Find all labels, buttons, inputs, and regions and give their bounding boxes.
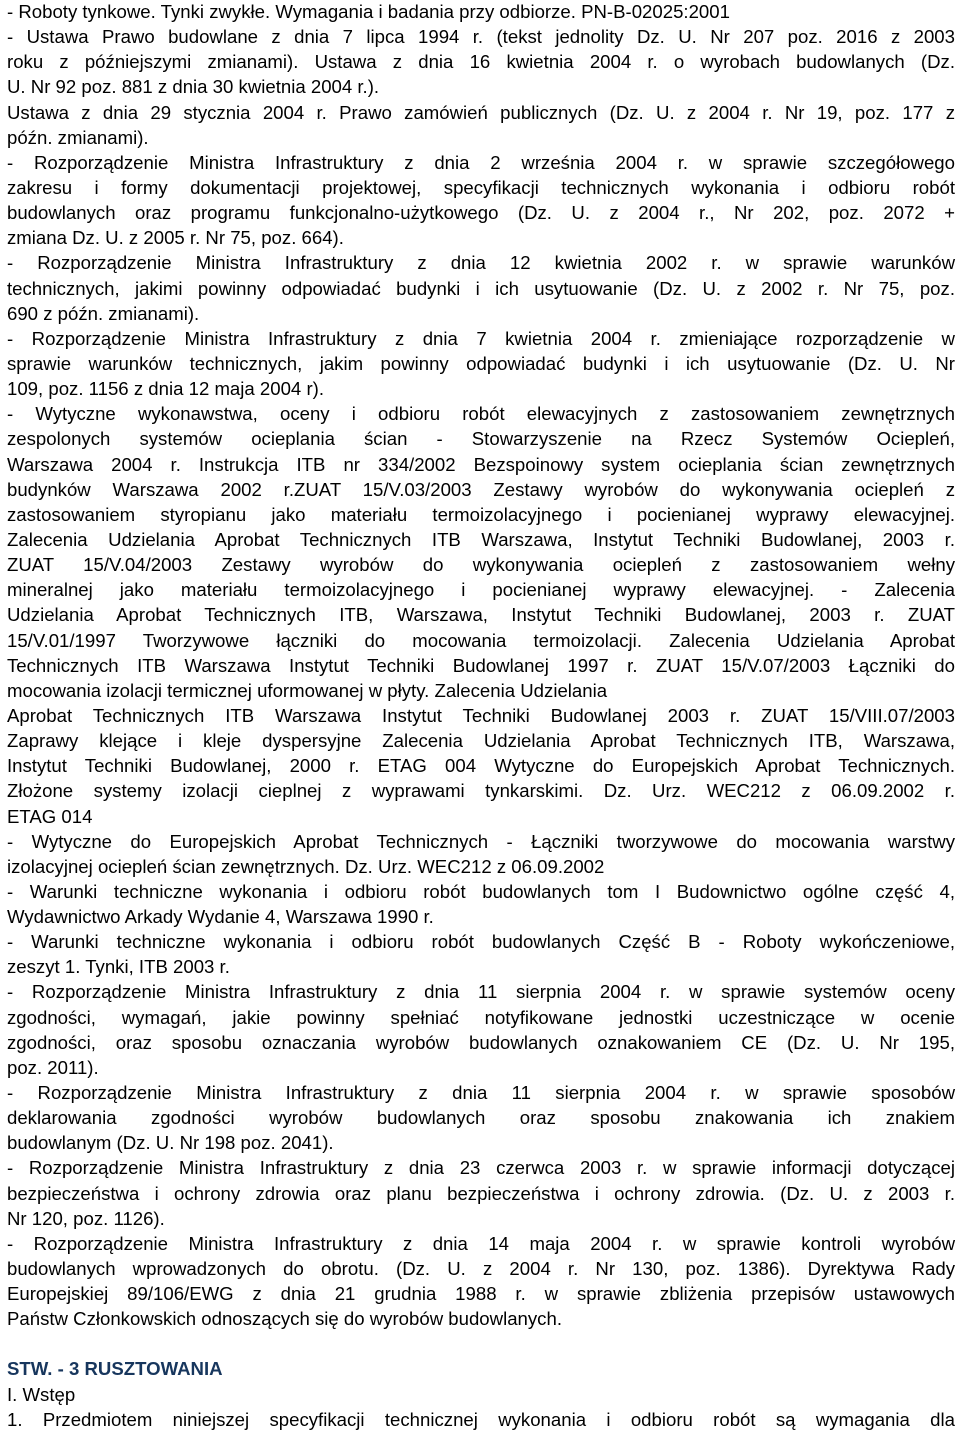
paragraph-line: zakresu i formy dokumentacji projektowej, specyfikacji technicznych wykonania i odbioru robót — [7, 176, 955, 198]
paragraph-line: budowlanych oraz programu funkcjonalno-użytkowego (Dz. U. z 2004 r., Nr 202, poz. 2072 + — [7, 202, 955, 224]
paragraph-line: - Rozporządzenie Ministra Infrastruktury z dnia 11 sierpnia 2004 r. w sprawie systemów oceny — [7, 981, 955, 1003]
paragraph-line: Udzielania Aprobat Technicznych ITB, Warszawa, Instytut Techniki Budowlanej, 2003 r. ZUAT — [7, 604, 955, 626]
paragraph-line: Zalecenia Udzielania Aprobat Technicznych ITB Warszawa, Instytut Techniki Budowlanej, 2003 r. — [7, 528, 955, 550]
paragraph-line: ETAG 014 — [7, 805, 93, 827]
section-spacer — [7, 1331, 955, 1356]
paragraph-line: Warszawa 2004 r. Instrukcja ITB nr 334/2002 Bezspoinowy system ocieplania ścian zewnętrznych — [7, 453, 955, 475]
paragraph-line: budynków Warszawa 2002 r.ZUAT 15/V.03/2003 Zestawy wyrobów do wykonywania ociepleń z — [7, 478, 955, 500]
paragraph-line: U. Nr 92 poz. 881 z dnia 30 kwietnia 2004 r.). — [7, 76, 380, 98]
paragraph-line: 690 z późn. zmianami). — [7, 302, 200, 324]
paragraph-line: mocowania izolacji termicznej uformowanej w płyty. Zalecenia Udzielania — [7, 679, 608, 701]
paragraph-line: Technicznych ITB Warszawa Instytut Techniki Budowlanej 1997 r. ZUAT 15/V.07/2003 Łączniki do — [7, 654, 955, 676]
paragraph-line: 1. Przedmiotem niniejszej specyfikacji technicznej wykonania i odbioru robót są wymagania dla — [7, 1408, 955, 1430]
paragraph-line: zgodności, oraz sposobu oznaczania wyrobów budowlanych oznakowaniem CE (Dz. U. Nr 195, — [7, 1031, 955, 1053]
paragraph-line: technicznych, jakimi powinny odpowiadać budynki i ich usytuowanie (Dz. U. z 2002 r. Nr 75, poz. — [7, 277, 955, 299]
paragraph-line: 15/V.01/1997 Tworzywowe łączniki do mocowania termoizolacji. Zalecenia Udzielania Aprobat — [7, 629, 955, 651]
paragraph-line: zeszyt 1. Tynki, ITB 2003 r. — [7, 956, 230, 978]
paragraph-line: - Wytyczne do Europejskich Aprobat Technicznych - Łączniki tworzywowe do mocowania warstwy — [7, 830, 955, 852]
paragraph-line: - Rozporządzenie Ministra Infrastruktury z dnia 11 sierpnia 2004 r. w sprawie sposobów — [7, 1082, 955, 1104]
document-body — [7, 0, 955, 1331]
paragraph-line: Aprobat Technicznych ITB Warszawa Instytut Techniki Budowlanej 2003 r. ZUAT 15/VIII.07/2003 — [7, 704, 955, 726]
paragraph-line: mineralnej jako materiału termoizolacyjnego i pocienianej wyprawy elewacyjnej. - Zalecenia — [7, 579, 955, 601]
paragraph-line: izolacyjnej ociepleń ścian zewnętrznych. Dz. Urz. WEC212 z 06.09.2002 — [7, 855, 605, 877]
paragraph-line: zmiana Dz. U. z 2005 r. Nr 75, poz. 664). — [7, 227, 344, 249]
paragraph-line: Ustawa z dnia 29 stycznia 2004 r. Prawo zamówień publicznych (Dz. U. z 2004 r. Nr 19, poz. 177 z — [7, 101, 955, 123]
paragraph-line: bezpieczeństwa i ochrony zdrowia oraz planu bezpieczeństwa i ochrony zdrowia. (Dz. U. z 2003 r. — [7, 1182, 955, 1204]
paragraph-line: Państw Członkowskich odnoszących się do wyrobów budowlanych. — [7, 1308, 562, 1330]
paragraph-line: ZUAT 15/V.04/2003 Zestawy wyrobów do wykonywania ociepleń z zastosowaniem wełny — [7, 554, 955, 576]
subsection-heading: I. Wstęp — [7, 1383, 76, 1405]
paragraph-line: - Rozporządzenie Ministra Infrastruktury z dnia 14 maja 2004 r. w sprawie kontroli wyrobów — [7, 1232, 955, 1254]
paragraph-line: Złożone systemy izolacji cieplnej z wyprawami tynkarskimi. Dz. Urz. WEC212 z 06.09.2002 r. — [7, 780, 955, 802]
paragraph-line: poz. 2011). — [7, 1056, 99, 1078]
paragraph-line: Europejskiej 89/106/EWG z dnia 21 grudnia 1988 r. w sprawie zbliżenia przepisów ustawowych — [7, 1283, 955, 1305]
paragraph-line: Zaprawy klejące i kleje dyspersyjne Zalecenia Udzielania Aprobat Technicznych ITB, Warszawa, — [7, 730, 955, 752]
paragraph-line: - Warunki techniczne wykonania i odbioru robót budowlanych Część B - Roboty wykończeniowe, — [7, 931, 955, 953]
paragraph-line: zgodności, wymagań, jakie powinny spełniać notyfikowane jednostki uczestniczące w ocenie — [7, 1006, 955, 1028]
paragraph-line: Nr 120, poz. 1126). — [7, 1207, 165, 1229]
document-page — [7, 0, 955, 1432]
paragraph-line: budowlanych wprowadzonych do obrotu. (Dz. U. z 2004 r. Nr 130, poz. 1386). Dyrektywa Rady — [7, 1258, 955, 1280]
paragraph-line: zespolonych systemów ocieplania ścian - Stowarzyszenie na Rzecz Systemów Ociepleń, — [7, 428, 955, 450]
paragraph-line: budowlanym (Dz. U. Nr 198 poz. 2041). — [7, 1132, 334, 1154]
paragraph-line: zastosowaniem styropianu jako materiału termoizolacyjnego i pocienianej wyprawy elewacyjnej. — [7, 503, 955, 525]
section-title: STW. - 3 RUSZTOWANIA — [7, 1358, 223, 1380]
paragraph-line: - Rozporządzenie Ministra Infrastruktury z dnia 2 września 2004 r. w sprawie szczegółowego — [7, 151, 955, 173]
paragraph-line: deklarowania zgodności wyrobów budowlanych oraz sposobu znakowania ich znakiem — [7, 1107, 955, 1129]
paragraph-line: - Rozporządzenie Ministra Infrastruktury z dnia 7 kwietnia 2004 r. zmieniające rozporządzenie w — [7, 327, 955, 349]
paragraph-line: - Rozporządzenie Ministra Infrastruktury z dnia 12 kwietnia 2002 r. w sprawie warunków — [7, 252, 955, 274]
paragraph-line: sprawie warunków technicznych, jakim powinny odpowiadać budynki i ich usytuowanie (Dz. U. Nr — [7, 352, 955, 374]
paragraph-line: Wydawnictwo Arkady Wydanie 4, Warszawa 1990 r. — [7, 906, 434, 928]
paragraph-line: - Rozporządzenie Ministra Infrastruktury z dnia 23 czerwca 2003 r. w sprawie informacji dotyczącej — [7, 1157, 955, 1179]
paragraph-line: - Wytyczne wykonawstwa, oceny i odbioru robót elewacyjnych z zastosowaniem zewnętrznych — [7, 403, 955, 425]
paragraph-line: Instytut Techniki Budowlanej, 2000 r. ETAG 004 Wytyczne do Europejskich Aprobat Technicznych. — [7, 755, 955, 777]
paragraph-line: późn. zmianami). — [7, 126, 149, 148]
paragraph-line: - Warunki techniczne wykonania i odbioru robót budowlanych tom I Budownictwo ogólne część 4, — [7, 880, 955, 902]
paragraph-line: roku z późniejszymi zmianami). Ustawa z dnia 16 kwietnia 2004 r. o wyrobach budowlanych (Dz. — [7, 51, 955, 73]
paragraph-line: - Ustawa Prawo budowlane z dnia 7 lipca 1994 r. (tekst jednolity Dz. U. Nr 207 poz. 2016 z 2003 — [7, 26, 955, 48]
paragraph-line: - Roboty tynkowe. Tynki zwykłe. Wymagania i badania przy odbiorze. PN-B-02025:2001 — [7, 1, 730, 22]
paragraph-line: 109, poz. 1156 z dnia 12 maja 2004 r). — [7, 378, 324, 400]
